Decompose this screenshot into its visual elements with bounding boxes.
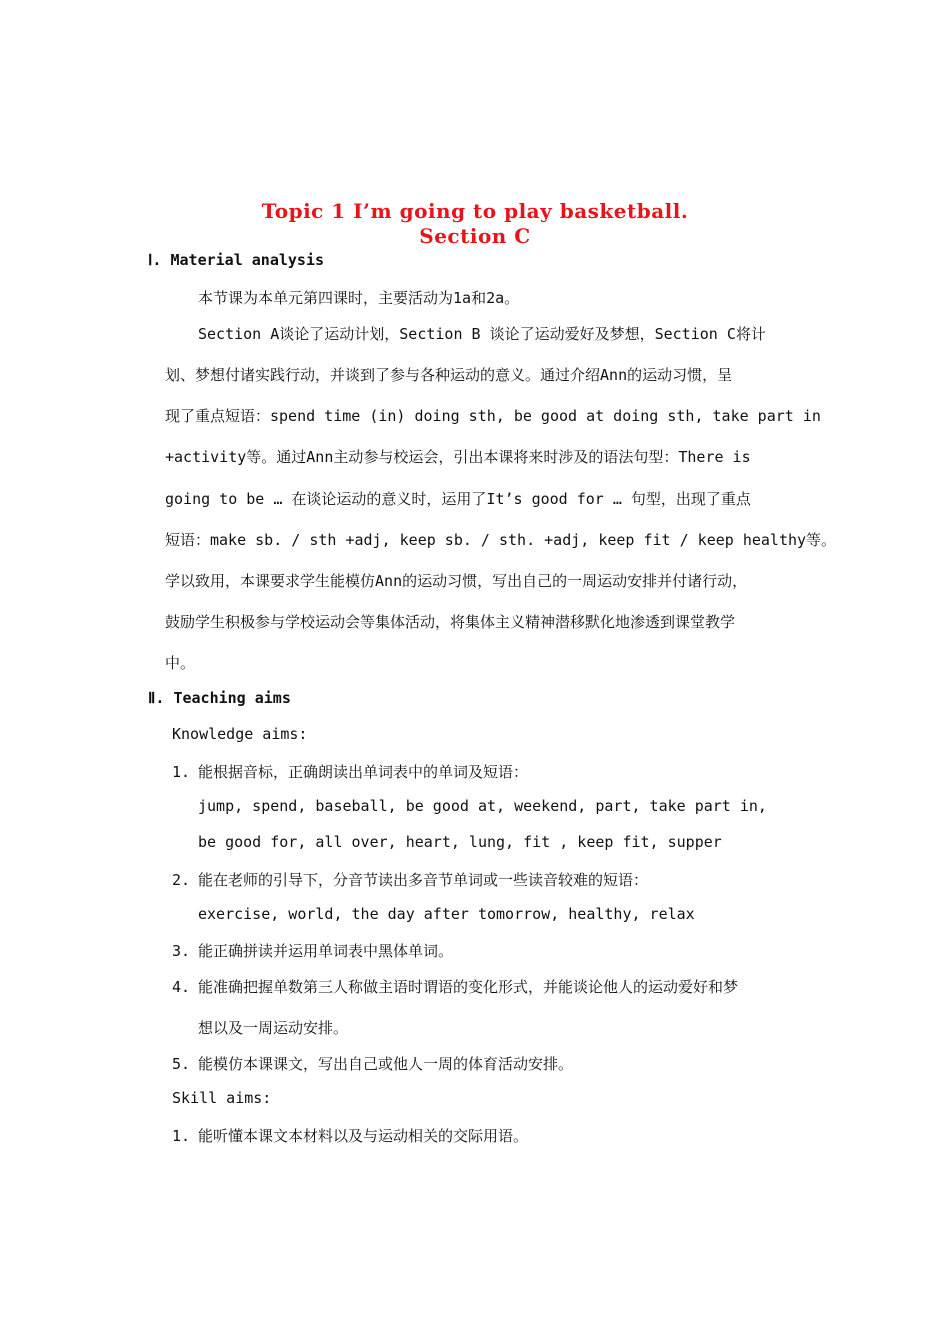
- list-text: 能准确把握单数第三人称做主语时谓语的变化形式，并能谈论他人的运动爱好和梦: [198, 978, 739, 996]
- paragraph-line: 现了重点短语：spend time (in) doing sth, be good at doing sth, take part in: [165, 407, 821, 425]
- paragraph-line: Section A谈论了运动计划，Section B 谈论了运动爱好及梦想，Section C将计: [198, 325, 766, 343]
- list-item: [172, 976, 738, 997]
- document-title: Topic 1 I’m going to play basketball.: [261, 199, 689, 223]
- vocabulary-line: jump, spend, baseball, be good at, weekend, part, take part in,: [198, 797, 767, 815]
- paragraph-line: 短语：make sb. / sth +adj, keep sb. / sth. +adj, keep fit / keep healthy等。: [165, 531, 837, 549]
- section-heading-teaching-aims: Ⅱ. Teaching aims: [148, 689, 291, 707]
- paragraph-line: 学以致用，本课要求学生能模仿Ann的运动习惯，写出自己的一周运动安排并付诸行动，: [165, 572, 748, 590]
- list-item: [172, 869, 648, 890]
- paragraph-line: 本节课为本单元第四课时，主要活动为1a和2a。: [198, 289, 520, 307]
- list-text: 能在老师的引导下，分音节读出多音节单词或一些读音较难的短语：: [198, 871, 649, 889]
- paragraph-line: 中。: [165, 654, 196, 672]
- list-number: 1.: [172, 1127, 191, 1145]
- vocabulary-line: be good for, all over, heart, lung, fit , keep fit, supper: [198, 833, 722, 851]
- paragraph-line: going to be … 在谈论运动的意义时，运用了It’s good for … 句型，出现了重点: [165, 490, 751, 508]
- list-number: 1.: [172, 763, 191, 781]
- skill-aims-label: Skill aims:: [172, 1089, 272, 1107]
- list-text: 能根据音标，正确朗读出单词表中的单词及短语：: [198, 763, 529, 781]
- paragraph-line: 鼓励学生积极参与学校运动会等集体活动，将集体主义精神潜移默化地渗透到课堂教学: [165, 613, 736, 631]
- list-number: 3.: [172, 942, 191, 960]
- paragraph-line: 划、梦想付诸实践行动，并谈到了参与各种运动的意义。通过介绍Ann的运动习惯，呈: [165, 366, 733, 384]
- list-item: [172, 761, 528, 782]
- list-number: 5.: [172, 1055, 191, 1073]
- list-text: 能模仿本课课文，写出自己或他人一周的体育活动安排。: [198, 1055, 574, 1073]
- paragraph-line: +activity等。通过Ann主动参与校运会，引出本课将来时涉及的语法句型：There is: [165, 448, 751, 466]
- list-text: 能听懂本课文本材料以及与运动相关的交际用语。: [198, 1127, 529, 1145]
- section-heading-material-analysis: Ⅰ. Material analysis: [148, 251, 325, 269]
- document-subtitle: Section C: [419, 224, 531, 248]
- list-item: [172, 1053, 573, 1074]
- list-item-continuation: 想以及一周运动安排。: [198, 1019, 349, 1037]
- list-text: 能正确拼读并运用单词表中黑体单词。: [198, 942, 454, 960]
- list-item: [172, 1125, 528, 1146]
- list-number: 4.: [172, 978, 191, 996]
- knowledge-aims-label: Knowledge aims:: [172, 725, 308, 743]
- list-item: [172, 940, 453, 961]
- list-number: 2.: [172, 871, 191, 889]
- vocabulary-line: exercise, world, the day after tomorrow, healthy, relax: [198, 905, 695, 923]
